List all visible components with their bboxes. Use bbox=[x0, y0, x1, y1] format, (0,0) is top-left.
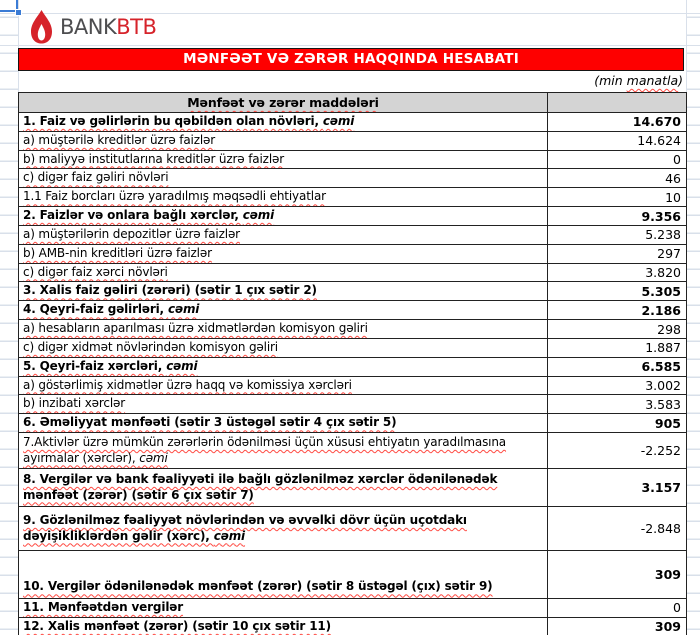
table-row bbox=[19, 469, 687, 507]
pl-table-body bbox=[19, 113, 687, 635]
unit-note: (min manatla) bbox=[594, 73, 683, 88]
table-row bbox=[19, 599, 687, 618]
table-row bbox=[19, 320, 687, 339]
row-value[interactable]: 297 bbox=[548, 244, 687, 263]
pl-table bbox=[18, 92, 687, 635]
row-value[interactable]: 46 bbox=[548, 169, 687, 188]
row-label[interactable]: b) AMB-nin kreditləri üzrə faizlər bbox=[19, 244, 548, 263]
row-label[interactable]: 11. Mənfəətdən vergilər bbox=[19, 599, 548, 618]
bank-logo bbox=[30, 8, 156, 46]
table-row bbox=[19, 433, 687, 469]
row-label-italic: cəmi bbox=[139, 450, 168, 465]
row-value[interactable]: 3.583 bbox=[548, 395, 687, 414]
row-label-italic: cəmi bbox=[322, 114, 355, 128]
row-label[interactable]: c) digər xidmət növlərindən komisyon gəliri bbox=[19, 338, 548, 357]
spreadsheet-gutter-right bbox=[686, 0, 700, 635]
row-value[interactable]: 2.186 bbox=[548, 301, 687, 320]
row-value[interactable]: 0 bbox=[548, 599, 687, 618]
table-row bbox=[19, 376, 687, 395]
table-row bbox=[19, 263, 687, 282]
row-label[interactable]: 1.1 Faiz borcları üzrə yaradılmış məqsədli ehtiyatlar bbox=[19, 188, 548, 207]
row-label[interactable]: 1. Faiz və gəlirlərin bu qəbildən olan növləri, cəmi bbox=[19, 113, 548, 132]
table-row bbox=[19, 551, 687, 599]
table-header-value[interactable] bbox=[548, 93, 687, 113]
row-value[interactable]: 298 bbox=[548, 320, 687, 339]
row-value[interactable]: 1.887 bbox=[548, 338, 687, 357]
row-label-italic: cəmi bbox=[166, 358, 198, 373]
row-value[interactable]: 10 bbox=[548, 188, 687, 207]
table-row bbox=[19, 507, 687, 551]
flame-icon bbox=[30, 10, 60, 44]
row-value[interactable]: -2.848 bbox=[548, 507, 687, 551]
row-label[interactable]: a) müştərilərin depozitlər üzrə faizlər bbox=[19, 225, 548, 244]
row-value[interactable]: 6.585 bbox=[548, 357, 687, 376]
row-label[interactable]: b) inzibati xərclər bbox=[19, 395, 548, 414]
row-value[interactable]: 9.356 bbox=[548, 207, 687, 226]
table-row bbox=[19, 225, 687, 244]
row-value[interactable]: 3.002 bbox=[548, 376, 687, 395]
spreadsheet-gutter-left bbox=[0, 0, 19, 635]
table-row bbox=[19, 244, 687, 263]
fill-handle[interactable] bbox=[15, 9, 22, 16]
table-row bbox=[19, 414, 687, 433]
table-row bbox=[19, 338, 687, 357]
table-row bbox=[19, 169, 687, 188]
table-row bbox=[19, 188, 687, 207]
row-label[interactable]: 4. Qeyri-faiz gəlirləri, cəmi bbox=[19, 301, 548, 320]
row-label[interactable]: 2. Faizlər və onlara bağlı xərclər, cəmi bbox=[19, 207, 548, 226]
row-value[interactable]: 14.670 bbox=[548, 113, 687, 132]
row-label[interactable]: 5. Qeyri-faiz xərcləri, cəmi bbox=[19, 357, 548, 376]
table-row bbox=[19, 357, 687, 376]
table-header-label[interactable]: Mənfəət və zərər maddələri bbox=[19, 93, 548, 113]
row-label[interactable]: b) maliyyə institutlarına kreditlər üzrə faizlər bbox=[19, 150, 548, 169]
row-value[interactable]: 3.157 bbox=[548, 469, 687, 507]
row-value[interactable]: 905 bbox=[548, 414, 687, 433]
row-label[interactable]: 12. Xalis mənfəət (zərər) (sətir 10 çıx sətir 11) bbox=[19, 617, 548, 635]
row-label[interactable]: a) hesabların aparılması üzrə xidmətlərdən komisyon gəliri bbox=[19, 320, 548, 339]
table-row bbox=[19, 131, 687, 150]
row-value[interactable]: 309 bbox=[548, 617, 687, 635]
row-label[interactable]: 10. Vergilər ödənilənədək mənfəət (zərər) (sətir 8 üstəgəl (çıx) sətir 9) bbox=[19, 551, 548, 599]
row-label-italic: cəmi bbox=[242, 208, 275, 223]
row-value[interactable]: 5.305 bbox=[548, 282, 687, 301]
logo-text-btb: BTB bbox=[116, 14, 157, 39]
row-label[interactable]: 8. Vergilər və bank fəaliyyəti ilə bağlı gözlənilməz xərclər ödənilənədək mənfəət (zərər) (sətir 6 çıx sətir 7) bbox=[19, 469, 548, 507]
report-title[interactable]: MƏNFƏƏT VƏ ZƏRƏR HAQQINDA HESABATI bbox=[18, 48, 684, 71]
table-row bbox=[19, 113, 687, 132]
table-row bbox=[19, 282, 687, 301]
row-value[interactable]: 14.624 bbox=[548, 131, 687, 150]
row-label[interactable]: a) göstərlimiş xidmətlər üzrə haqq və komissiya xərcləri bbox=[19, 376, 548, 395]
row-label[interactable]: 7.Aktivlər üzrə mümkün zərərlərin ödənilməsi üçün xüsusi ehtiyatın yaradılmasına ayırmalar (xərclər), cəmi bbox=[19, 433, 548, 469]
table-row bbox=[19, 617, 687, 635]
row-value[interactable]: -2.252 bbox=[548, 433, 687, 469]
row-label[interactable]: 6. Əməliyyat mənfəəti (sətir 3 üstəgəl sətir 4 çıx sətir 5) bbox=[19, 414, 548, 433]
unit-note-word: manatla bbox=[626, 73, 679, 88]
logo-text-bank: BANK bbox=[60, 14, 117, 39]
row-label[interactable]: c) digər faiz xərci növləri bbox=[19, 263, 548, 282]
row-label[interactable]: a) müştərilə kreditlər üzrə faizlər bbox=[19, 131, 548, 150]
row-value[interactable]: 3.820 bbox=[548, 263, 687, 282]
row-label[interactable]: c) digər faiz gəliri növləri bbox=[19, 169, 548, 188]
row-label-italic: cəmi bbox=[168, 302, 200, 317]
table-row bbox=[19, 207, 687, 226]
row-value[interactable]: 0 bbox=[548, 150, 687, 169]
table-row bbox=[19, 150, 687, 169]
row-label[interactable]: 3. Xalis faiz gəliri (zərəri) (sətir 1 çıx sətir 2) bbox=[19, 282, 548, 301]
row-value[interactable]: 5.238 bbox=[548, 225, 687, 244]
table-row bbox=[19, 395, 687, 414]
row-label[interactable]: 9. Gözlənilməz fəaliyyət növlərindən və əvvəlki dövr üçün uçotdakı dəyişikliklərdən gəlir (xərc), cəmi bbox=[19, 507, 548, 551]
table-header-row bbox=[19, 93, 687, 113]
table-row bbox=[19, 301, 687, 320]
row-label-italic: cəmi bbox=[213, 528, 246, 543]
row-value[interactable]: 309 bbox=[548, 551, 687, 599]
